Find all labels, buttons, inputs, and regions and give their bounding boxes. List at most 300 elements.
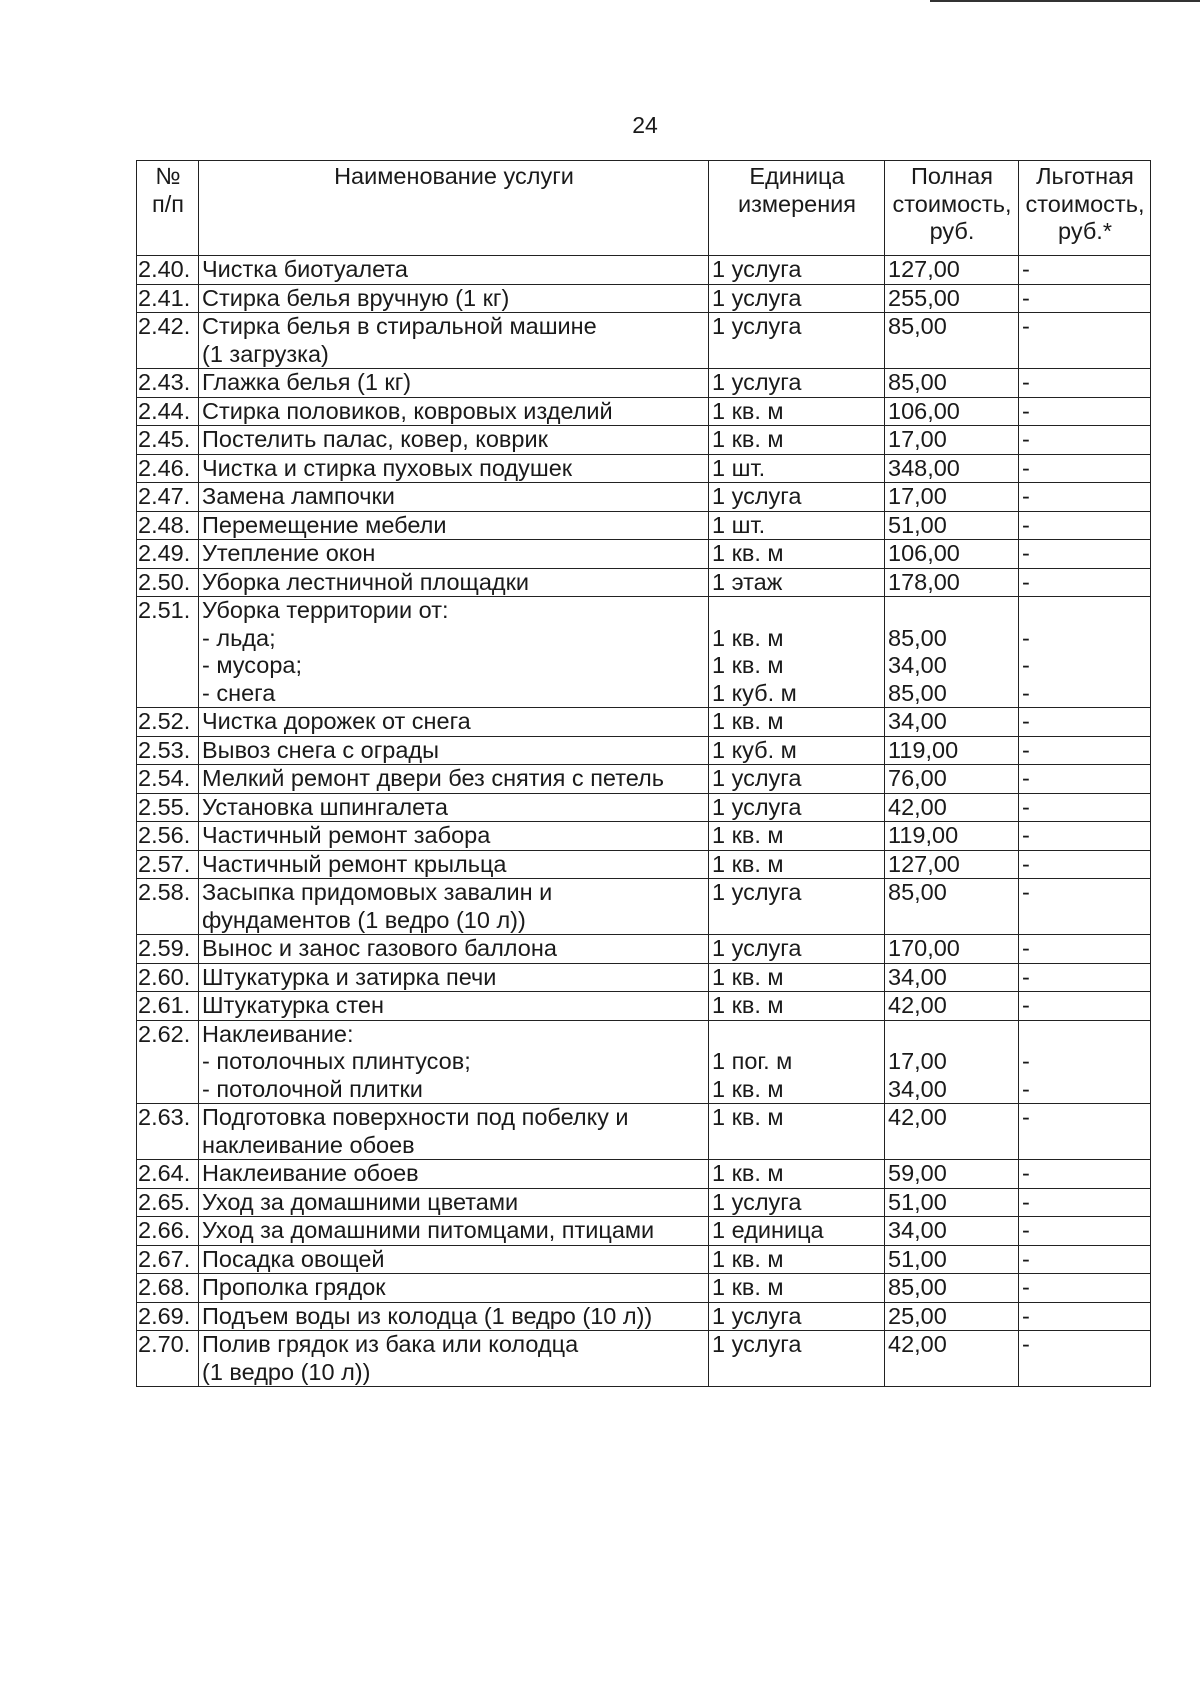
cell-discount-price-line: - bbox=[1022, 935, 1030, 961]
table-row bbox=[137, 284, 1151, 313]
cell-full-price bbox=[885, 426, 1019, 455]
cell-discount-price-line: - bbox=[1022, 1245, 1030, 1272]
cell-discount-price bbox=[1019, 992, 1151, 1021]
cell-service-name bbox=[199, 736, 709, 765]
cell-number: 2.52. bbox=[137, 708, 199, 737]
cell-unit bbox=[709, 284, 885, 313]
header-unit-line: Единица bbox=[749, 163, 845, 189]
cell-service-name-line: Посадка овощей bbox=[202, 1245, 385, 1272]
cell-full-price-line: 34,00 bbox=[888, 963, 947, 990]
cell-number: 2.46. bbox=[137, 454, 199, 483]
cell-discount-price-line: - bbox=[1022, 1302, 1030, 1329]
cell-discount-price-line: - bbox=[1022, 736, 1030, 763]
cell-unit-line: 1 пог. м bbox=[712, 1048, 793, 1074]
cell-number: 2.70. bbox=[137, 1331, 199, 1387]
cell-full-price-line bbox=[888, 1021, 1016, 1049]
cell-service-name-line: - потолочной плитки bbox=[202, 1075, 423, 1102]
table-row bbox=[137, 1217, 1151, 1246]
cell-unit bbox=[709, 511, 885, 540]
page-number: 24 bbox=[632, 112, 658, 138]
cell-number: 2.53. bbox=[137, 736, 199, 765]
table-header-row bbox=[137, 161, 1151, 256]
cell-full-price-line: 34,00 bbox=[888, 1217, 947, 1243]
cell-service-name-line: Утепление окон bbox=[202, 540, 376, 566]
cell-discount-price-line: - bbox=[1022, 1274, 1030, 1300]
cell-unit bbox=[709, 708, 885, 737]
cell-number: 2.40. bbox=[137, 256, 199, 285]
cell-number: 2.44. bbox=[137, 397, 199, 426]
cell-service-name bbox=[199, 822, 709, 851]
cell-service-name bbox=[199, 313, 709, 369]
cell-service-name bbox=[199, 935, 709, 964]
cell-discount-price bbox=[1019, 426, 1151, 455]
cell-full-price bbox=[885, 1020, 1019, 1104]
cell-full-price-line: 348,00 bbox=[888, 454, 960, 481]
cell-unit-line: 1 услуга bbox=[712, 313, 802, 339]
cell-number: 2.64. bbox=[137, 1160, 199, 1189]
cell-full-price bbox=[885, 850, 1019, 879]
cell-unit-line: 1 кв. м bbox=[712, 397, 784, 424]
cell-discount-price-line: - bbox=[1022, 652, 1030, 678]
cell-service-name bbox=[199, 992, 709, 1021]
cell-discount-price-line: - bbox=[1022, 1160, 1030, 1186]
table-row bbox=[137, 1188, 1151, 1217]
table-row bbox=[137, 736, 1151, 765]
services-price-table bbox=[136, 160, 1151, 1387]
cell-number: 2.69. bbox=[137, 1302, 199, 1331]
cell-unit bbox=[709, 1104, 885, 1160]
cell-discount-price-line: - bbox=[1022, 426, 1030, 452]
cell-service-name bbox=[199, 568, 709, 597]
cell-unit bbox=[709, 313, 885, 369]
cell-discount-price bbox=[1019, 1160, 1151, 1189]
cell-full-price bbox=[885, 597, 1019, 708]
cell-discount-price bbox=[1019, 597, 1151, 708]
cell-service-name bbox=[199, 879, 709, 935]
cell-discount-price-line: - bbox=[1022, 793, 1030, 820]
cell-full-price bbox=[885, 1274, 1019, 1303]
cell-discount-price bbox=[1019, 1104, 1151, 1160]
cell-unit-line: 1 кв. м bbox=[712, 1245, 784, 1272]
header-full-price-line: стоимость, bbox=[892, 190, 1012, 217]
cell-number: 2.57. bbox=[137, 850, 199, 879]
cell-service-name-line: Постелить палас, ковер, коврик bbox=[202, 426, 548, 452]
cell-discount-price-line: - bbox=[1022, 568, 1030, 595]
cell-unit-line: 1 услуга bbox=[712, 256, 802, 282]
cell-service-name bbox=[199, 1217, 709, 1246]
cell-full-price bbox=[885, 284, 1019, 313]
cell-service-name bbox=[199, 765, 709, 794]
cell-unit bbox=[709, 1020, 885, 1104]
cell-full-price-line: 85,00 bbox=[888, 313, 947, 339]
cell-full-price-line: 255,00 bbox=[888, 284, 960, 311]
table-row bbox=[137, 822, 1151, 851]
cell-full-price-line: 85,00 bbox=[888, 679, 947, 706]
cell-discount-price bbox=[1019, 313, 1151, 369]
cell-discount-price bbox=[1019, 879, 1151, 935]
cell-service-name-line: Мелкий ремонт двери без снятия с петель bbox=[202, 765, 664, 791]
cell-full-price bbox=[885, 1104, 1019, 1160]
cell-full-price bbox=[885, 822, 1019, 851]
cell-full-price bbox=[885, 736, 1019, 765]
cell-service-name-line: Глажка белья (1 кг) bbox=[202, 369, 412, 395]
cell-service-name-line: наклеивание обоев bbox=[202, 1131, 415, 1158]
table-row bbox=[137, 454, 1151, 483]
cell-discount-price bbox=[1019, 483, 1151, 512]
cell-discount-price bbox=[1019, 1331, 1151, 1387]
cell-discount-price-line: - bbox=[1022, 1188, 1030, 1215]
cell-number: 2.50. bbox=[137, 568, 199, 597]
cell-discount-price bbox=[1019, 822, 1151, 851]
cell-full-price-line: 119,00 bbox=[888, 736, 959, 763]
cell-discount-price-line: - bbox=[1022, 879, 1030, 905]
cell-service-name-line: Стирка белья в стиральной машине bbox=[202, 313, 597, 339]
header-discount-price-line: Льготная bbox=[1036, 163, 1134, 189]
cell-unit bbox=[709, 765, 885, 794]
cell-discount-price-line: - bbox=[1022, 765, 1030, 791]
cell-full-price-line: 42,00 bbox=[888, 1104, 947, 1130]
cell-full-price bbox=[885, 397, 1019, 426]
cell-unit-line: 1 услуга bbox=[712, 369, 802, 395]
cell-discount-price bbox=[1019, 1274, 1151, 1303]
cell-service-name-line: (1 ведро (10 л)) bbox=[202, 1358, 371, 1385]
cell-unit bbox=[709, 992, 885, 1021]
cell-unit-line: 1 услуга bbox=[712, 793, 802, 820]
cell-service-name bbox=[199, 369, 709, 398]
cell-number: 2.58. bbox=[137, 879, 199, 935]
cell-service-name-line: Засыпка придомовых завалин и bbox=[202, 879, 553, 905]
cell-unit bbox=[709, 1302, 885, 1331]
cell-service-name-line: Наклеивание: bbox=[202, 1020, 354, 1047]
cell-service-name-line: Частичный ремонт забора bbox=[202, 822, 491, 848]
cell-service-name-line: Уборка территории от: bbox=[202, 597, 449, 623]
cell-unit bbox=[709, 793, 885, 822]
cell-unit bbox=[709, 568, 885, 597]
scan-edge-line bbox=[930, 0, 1200, 2]
cell-service-name-line: Прополка грядок bbox=[202, 1274, 386, 1300]
header-discount-price-line: руб.* bbox=[1058, 218, 1112, 244]
cell-number: 2.42. bbox=[137, 313, 199, 369]
cell-unit bbox=[709, 736, 885, 765]
cell-unit-line: 1 кв. м bbox=[712, 850, 784, 877]
cell-service-name bbox=[199, 483, 709, 512]
table-row bbox=[137, 313, 1151, 369]
table-row bbox=[137, 568, 1151, 597]
cell-service-name-line: Установка шпингалета bbox=[202, 793, 448, 820]
cell-unit-line: 1 кв. м bbox=[712, 1274, 784, 1300]
cell-number: 2.47. bbox=[137, 483, 199, 512]
cell-full-price-line: 76,00 bbox=[888, 765, 947, 791]
cell-number: 2.62. bbox=[137, 1020, 199, 1104]
cell-full-price-line: 85,00 bbox=[888, 1274, 947, 1300]
cell-number: 2.48. bbox=[137, 511, 199, 540]
cell-service-name-line: - потолочных плинтусов; bbox=[202, 1048, 471, 1074]
cell-unit bbox=[709, 397, 885, 426]
cell-discount-price bbox=[1019, 369, 1151, 398]
cell-full-price bbox=[885, 540, 1019, 569]
cell-full-price bbox=[885, 1331, 1019, 1387]
cell-discount-price-line: - bbox=[1022, 963, 1030, 990]
cell-unit-line: 1 услуга bbox=[712, 1331, 802, 1357]
cell-discount-price-line: - bbox=[1022, 1217, 1030, 1243]
cell-service-name-line: - льда; bbox=[202, 624, 276, 651]
cell-unit-line: 1 шт. bbox=[712, 454, 766, 481]
cell-unit-line: 1 куб. м bbox=[712, 679, 797, 706]
cell-service-name-line: Чистка дорожек от снега bbox=[202, 708, 471, 734]
cell-discount-price bbox=[1019, 397, 1151, 426]
cell-full-price bbox=[885, 1188, 1019, 1217]
table-row bbox=[137, 540, 1151, 569]
cell-discount-price bbox=[1019, 1020, 1151, 1104]
cell-unit bbox=[709, 822, 885, 851]
cell-full-price bbox=[885, 568, 1019, 597]
cell-full-price-line: 34,00 bbox=[888, 1075, 947, 1102]
header-full-price-line: руб. bbox=[929, 218, 975, 244]
cell-unit-line: 1 единица bbox=[712, 1217, 824, 1243]
cell-service-name-line: - мусора; bbox=[202, 652, 303, 678]
cell-full-price-line: 17,00 bbox=[888, 426, 947, 452]
cell-full-price bbox=[885, 256, 1019, 285]
cell-full-price-line: 51,00 bbox=[888, 1245, 947, 1272]
cell-full-price bbox=[885, 454, 1019, 483]
header-service-name bbox=[199, 161, 709, 256]
cell-full-price bbox=[885, 1302, 1019, 1331]
cell-full-price-line: 59,00 bbox=[888, 1160, 947, 1186]
cell-discount-price-line bbox=[1022, 1021, 1148, 1049]
cell-service-name-line: Наклеивание обоев bbox=[202, 1160, 419, 1186]
cell-unit bbox=[709, 963, 885, 992]
cell-full-price-line: 42,00 bbox=[888, 793, 947, 820]
cell-number: 2.65. bbox=[137, 1188, 199, 1217]
cell-discount-price-line: - bbox=[1022, 511, 1030, 538]
cell-discount-price-line: - bbox=[1022, 1331, 1030, 1357]
cell-full-price bbox=[885, 511, 1019, 540]
cell-service-name bbox=[199, 1188, 709, 1217]
cell-number: 2.60. bbox=[137, 963, 199, 992]
cell-service-name-line: - снега bbox=[202, 679, 276, 706]
header-service-name-line: Наименование услуги bbox=[334, 163, 574, 189]
cell-discount-price-line: - bbox=[1022, 454, 1030, 481]
cell-service-name-line: Уборка лестничной площадки bbox=[202, 568, 530, 595]
cell-full-price bbox=[885, 369, 1019, 398]
cell-unit bbox=[709, 256, 885, 285]
table-row bbox=[137, 708, 1151, 737]
cell-service-name bbox=[199, 284, 709, 313]
cell-service-name bbox=[199, 426, 709, 455]
table-body bbox=[137, 256, 1151, 1387]
cell-unit-line: 1 кв. м bbox=[712, 426, 784, 452]
cell-unit-line: 1 услуга bbox=[712, 1302, 802, 1329]
cell-discount-price bbox=[1019, 963, 1151, 992]
cell-discount-price-line: - bbox=[1022, 540, 1030, 566]
cell-full-price-line: 17,00 bbox=[888, 483, 947, 509]
table-row bbox=[137, 426, 1151, 455]
cell-unit bbox=[709, 1245, 885, 1274]
cell-service-name-line: Частичный ремонт крыльца bbox=[202, 850, 507, 877]
cell-discount-price bbox=[1019, 454, 1151, 483]
cell-service-name-line: Стирка белья вручную (1 кг) bbox=[202, 284, 510, 311]
cell-unit-line: 1 кв. м bbox=[712, 992, 784, 1018]
cell-service-name bbox=[199, 256, 709, 285]
cell-full-price-line bbox=[888, 597, 1016, 625]
cell-unit-line: 1 куб. м bbox=[712, 736, 797, 763]
cell-unit-line: 1 кв. м bbox=[712, 822, 784, 848]
cell-service-name bbox=[199, 1302, 709, 1331]
cell-full-price-line: 85,00 bbox=[888, 879, 947, 905]
cell-discount-price bbox=[1019, 850, 1151, 879]
cell-unit bbox=[709, 597, 885, 708]
cell-service-name-line: Замена лампочки bbox=[202, 483, 395, 509]
cell-service-name bbox=[199, 1160, 709, 1189]
cell-full-price bbox=[885, 1160, 1019, 1189]
cell-unit-line: 1 кв. м bbox=[712, 1160, 784, 1186]
cell-discount-price bbox=[1019, 568, 1151, 597]
cell-discount-price-line: - bbox=[1022, 397, 1030, 424]
table-row bbox=[137, 935, 1151, 964]
table-row bbox=[137, 1104, 1151, 1160]
cell-full-price-line: 42,00 bbox=[888, 992, 947, 1018]
cell-full-price-line: 127,00 bbox=[888, 850, 960, 877]
cell-full-price-line: 106,00 bbox=[888, 540, 960, 566]
cell-discount-price-line: - bbox=[1022, 256, 1030, 282]
table-row bbox=[137, 765, 1151, 794]
cell-discount-price-line bbox=[1022, 597, 1148, 625]
cell-full-price bbox=[885, 935, 1019, 964]
table-row bbox=[137, 963, 1151, 992]
table-row bbox=[137, 793, 1151, 822]
cell-discount-price bbox=[1019, 1245, 1151, 1274]
cell-unit-line: 1 кв. м bbox=[712, 1104, 784, 1130]
cell-service-name-line: Уход за домашними цветами bbox=[202, 1188, 519, 1215]
cell-full-price-line: 106,00 bbox=[888, 397, 960, 424]
table-row bbox=[137, 369, 1151, 398]
cell-unit bbox=[709, 540, 885, 569]
cell-service-name bbox=[199, 793, 709, 822]
cell-full-price-line: 34,00 bbox=[888, 652, 947, 678]
cell-discount-price bbox=[1019, 736, 1151, 765]
cell-service-name bbox=[199, 1020, 709, 1104]
cell-discount-price-line: - bbox=[1022, 483, 1030, 509]
cell-discount-price-line: - bbox=[1022, 1075, 1030, 1102]
cell-unit-line: 1 кв. м bbox=[712, 540, 784, 566]
cell-unit bbox=[709, 454, 885, 483]
header-full-price bbox=[885, 161, 1019, 256]
cell-discount-price bbox=[1019, 793, 1151, 822]
cell-full-price bbox=[885, 765, 1019, 794]
cell-full-price bbox=[885, 708, 1019, 737]
cell-full-price bbox=[885, 1245, 1019, 1274]
cell-number: 2.56. bbox=[137, 822, 199, 851]
cell-service-name-line: Подготовка поверхности под побелку и bbox=[202, 1104, 629, 1130]
cell-unit bbox=[709, 426, 885, 455]
cell-service-name-line: Чистка биотуалета bbox=[202, 256, 408, 282]
cell-discount-price-line: - bbox=[1022, 369, 1030, 395]
table-row bbox=[137, 597, 1151, 708]
cell-full-price bbox=[885, 483, 1019, 512]
cell-unit-line: 1 услуга bbox=[712, 935, 802, 961]
cell-service-name bbox=[199, 850, 709, 879]
cell-number: 2.49. bbox=[137, 540, 199, 569]
cell-unit bbox=[709, 1331, 885, 1387]
header-number-line: № bbox=[155, 163, 181, 189]
cell-service-name bbox=[199, 963, 709, 992]
cell-unit-line: 1 этаж bbox=[712, 568, 783, 595]
cell-service-name bbox=[199, 397, 709, 426]
header-unit-line: измерения bbox=[737, 190, 857, 217]
cell-unit-line: 1 кв. м bbox=[712, 652, 784, 678]
cell-service-name-line: Уход за домашними питомцами, птицами bbox=[202, 1217, 655, 1243]
cell-unit-line bbox=[712, 1021, 882, 1049]
header-number bbox=[137, 161, 199, 256]
cell-service-name-line: Вынос и занос газового баллона bbox=[202, 935, 557, 961]
table-row bbox=[137, 1160, 1151, 1189]
cell-full-price bbox=[885, 963, 1019, 992]
cell-unit bbox=[709, 1188, 885, 1217]
cell-full-price bbox=[885, 1217, 1019, 1246]
cell-service-name bbox=[199, 1331, 709, 1387]
cell-service-name bbox=[199, 1245, 709, 1274]
cell-full-price bbox=[885, 992, 1019, 1021]
cell-service-name bbox=[199, 1104, 709, 1160]
cell-service-name-line: Вывоз снега с ограды bbox=[202, 736, 440, 763]
table-row bbox=[137, 879, 1151, 935]
table-row bbox=[137, 1245, 1151, 1274]
cell-full-price-line: 178,00 bbox=[888, 568, 960, 595]
cell-discount-price-line: - bbox=[1022, 313, 1030, 339]
cell-unit bbox=[709, 1217, 885, 1246]
cell-discount-price-line: - bbox=[1022, 1048, 1030, 1074]
cell-discount-price bbox=[1019, 284, 1151, 313]
cell-service-name-line: Штукатурка стен bbox=[202, 992, 384, 1018]
cell-discount-price-line: - bbox=[1022, 822, 1030, 848]
cell-unit bbox=[709, 369, 885, 398]
cell-unit-line: 1 услуга bbox=[712, 284, 802, 311]
cell-service-name-line: (1 загрузка) bbox=[202, 340, 329, 367]
cell-full-price-line: 25,00 bbox=[888, 1302, 947, 1329]
cell-full-price bbox=[885, 793, 1019, 822]
table-row bbox=[137, 992, 1151, 1021]
cell-unit-line: 1 кв. м bbox=[712, 963, 784, 990]
header-discount-price bbox=[1019, 161, 1151, 256]
cell-unit bbox=[709, 1160, 885, 1189]
cell-service-name-line: Перемещение мебели bbox=[202, 511, 447, 538]
cell-full-price-line: 85,00 bbox=[888, 369, 947, 395]
cell-number: 2.63. bbox=[137, 1104, 199, 1160]
cell-service-name-line: Штукатурка и затирка печи bbox=[202, 963, 497, 990]
cell-number: 2.68. bbox=[137, 1274, 199, 1303]
header-number-line: п/п bbox=[152, 190, 184, 217]
cell-full-price-line: 17,00 bbox=[888, 1048, 947, 1074]
cell-discount-price bbox=[1019, 708, 1151, 737]
cell-discount-price bbox=[1019, 1188, 1151, 1217]
cell-full-price-line: 51,00 bbox=[888, 511, 947, 538]
cell-discount-price-line: - bbox=[1022, 284, 1030, 311]
cell-service-name bbox=[199, 1274, 709, 1303]
cell-service-name-line: Стирка половиков, ковровых изделий bbox=[202, 397, 613, 424]
table-row bbox=[137, 511, 1151, 540]
table-row bbox=[137, 850, 1151, 879]
cell-full-price-line: 119,00 bbox=[888, 822, 959, 848]
cell-unit-line: 1 услуга bbox=[712, 483, 802, 509]
cell-unit bbox=[709, 935, 885, 964]
cell-service-name bbox=[199, 708, 709, 737]
cell-number: 2.45. bbox=[137, 426, 199, 455]
cell-unit-line: 1 кв. м bbox=[712, 624, 784, 651]
cell-discount-price bbox=[1019, 1302, 1151, 1331]
table-row bbox=[137, 1331, 1151, 1387]
cell-discount-price-line: - bbox=[1022, 708, 1030, 734]
cell-discount-price bbox=[1019, 935, 1151, 964]
